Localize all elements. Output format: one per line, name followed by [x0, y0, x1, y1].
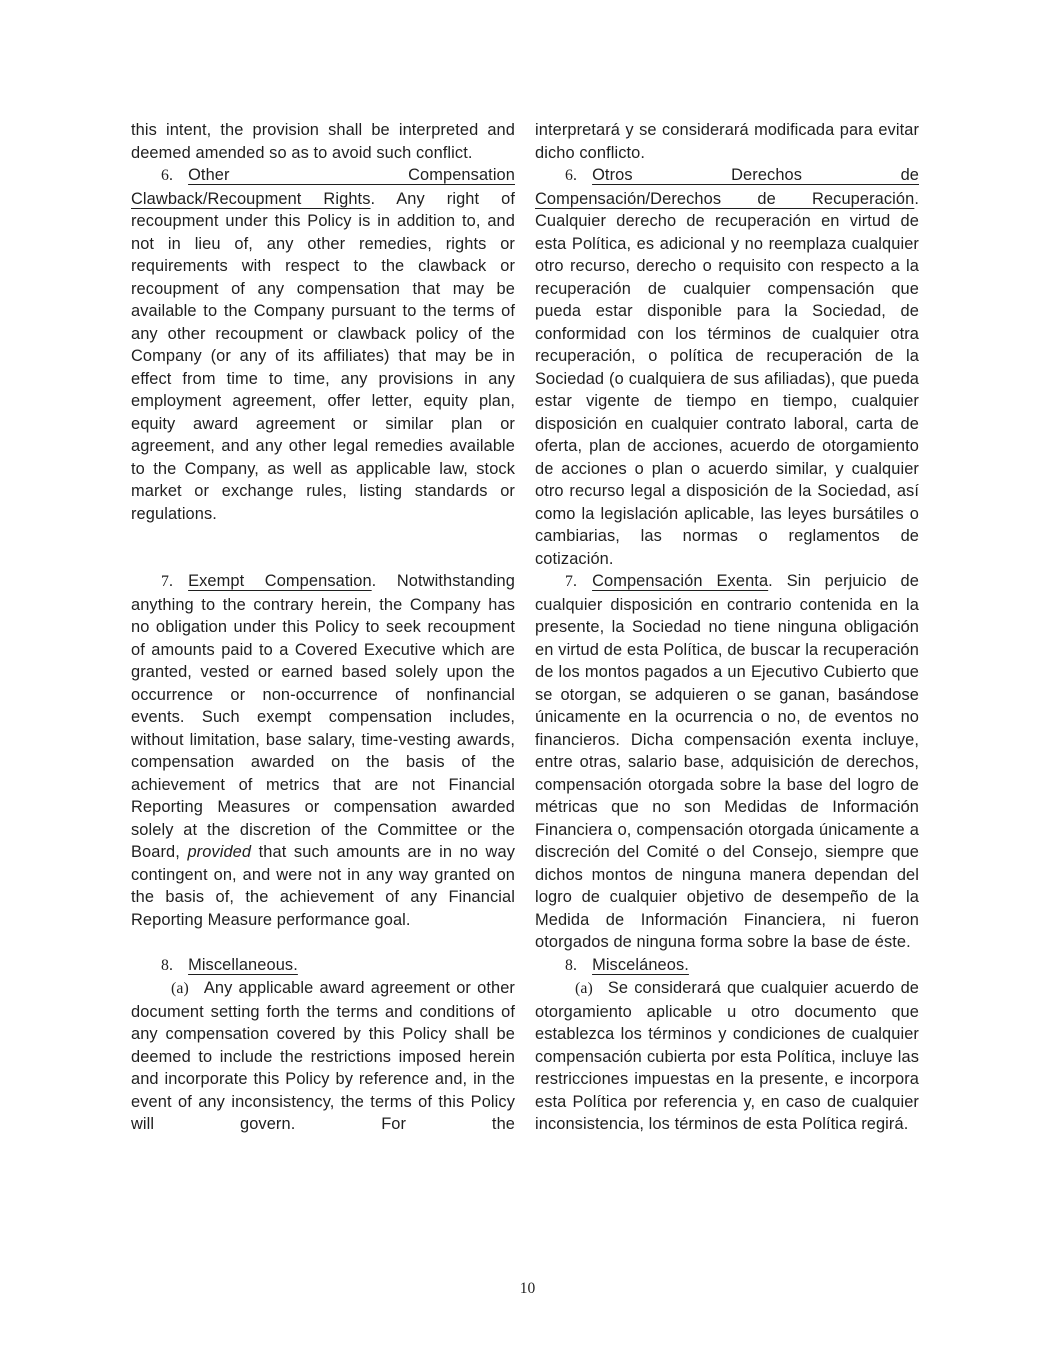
body-text: Any applicable award agreement or other document setting forth the terms and conditions of any compensation covered by this Policy shall be deemed to include the restrictions imposed herein and incorporate this Policy by reference and, in the event of any inconsistency, the terms of this Policy will govern. For the	[131, 979, 515, 1133]
page-number: 10	[519, 1280, 536, 1297]
section-8-en-miscellaneous	[131, 954, 515, 978]
list-number: 6.	[161, 167, 174, 184]
body-text: this intent, the provision shall be interpreted and deemed amended so as to avoid such conflict.	[131, 121, 515, 162]
section-6-en-other-compensation-rights	[131, 164, 515, 570]
paragraph-row-conflict-continuation	[131, 119, 919, 164]
underlined-heading: Miscellaneous.	[188, 955, 298, 974]
body-text: interpretará y se considerará modificada para evitar dicho conflicto.	[535, 121, 919, 162]
paragraph-en-conflict-continuation	[131, 119, 515, 164]
list-number: 7.	[565, 573, 578, 590]
body-text: . Any right of recoupment under this Policy is in addition to, and not in lieu of, any other remedies, rights or requirements with respect to the clawback or recoupment of any compensation that may be available to the Company pursuant to the terms of any other recoupment or clawback policy of the Company (or any of its affiliates) that may be in effect from time to time, any provisions in any employment agreement, offer letter, equity plan, equity award agreement or similar plan or agreement, and any other legal remedies available to the Company, as well as applicable law, stock market or exchange rules, listing standards or regulations.	[131, 189, 516, 523]
list-number: 8.	[161, 956, 174, 974]
body-text: . Sin perjuicio de cualquier disposición en contrario contenida en la presente, la Sociedad no tiene ninguna obligación en virtud de esta Política, de buscar la recuperación de los montos pagados a un Ejecutivo Cubierto que se otorgan, se adquieren o se ganan, basándose únicamente en la ocurrencia o no, de eventos no financieros. Dicha compensación exenta incluye, entre otras, salario base, adquisición de derechos, compensación otorgada sobre la base del logro de métricas que no son Medidas de Información Financiera o, compensación otorgada únicamente a discreción del Comité o del Consejo, siempre que dichos montos de ninguna manera dependan del logro de cualquier objetivo de desempeño de la Medida de Información Financiera, ni fueron otorgados de ninguna forma sobre la base de éste.	[535, 572, 919, 951]
body-text: . Cualquier derecho de recuperación en virtud de esta Política, es adicional y no reemplaza cualquier otro recurso, derecho o requisito con respecto a la recuperación de cualquier compensación que pueda estar disponible para la Sociedad, de conformidad con los términos de cualquier otra recuperación, o política de recuperación de la Sociedad (o cualquiera de sus afiliadas), que pueda estar vigente de tiempo en tiempo, cualquier disposición en cualquier contrato laboral, carta de oferta, plan de acciones, acuerdo de otorgamiento de acciones o plan o acuerdo similar, y cualquier otro recurso legal a disposición de la Sociedad, así como la legislación aplicable, las leyes bursátiles o cambiarias, las normas o reglamentos de cotización.	[535, 189, 919, 568]
section-7-es-compensacion-exenta	[535, 570, 919, 954]
body-text: . Notwithstanding anything to the contrary herein, the Company has no obligation under this Policy to seek recoupment of amounts paid to a Covered Executive which are granted, vested or earned based solely upon the occurrence or non-occurrence of nonfinancial events. Such exempt compensation includes, without limitation, base salary, time-vesting awards, compensation awarded on the basis of the achievement of metrics that are not Financial Reporting Measures or compensation awarded solely at the discretion of the Committee or the Board,	[131, 572, 515, 861]
section-8-es-miscelaneos	[535, 954, 919, 978]
subsection-a-es-acuerdo-otorgamiento	[535, 977, 919, 1136]
section-7-en-exempt-compensation	[131, 570, 515, 954]
body-text: Se considerará que cualquier acuerdo de otorgamiento aplicable u otro documento que establezca los términos y condiciones de cualquier compensación cubierta por esta Política, incluye las restricciones impuestas en la presente, e incorpora esta Política por referencia y, en caso de cualquier inconsistencia, los términos de esta Política regirá.	[535, 979, 919, 1133]
underlined-heading: Other Compensation Clawback/Recoupment Rights	[131, 166, 515, 208]
list-number: 8.	[565, 956, 578, 974]
list-number: (a)	[171, 980, 189, 997]
list-number: (a)	[575, 980, 593, 997]
underlined-heading: Exempt Compensation	[188, 572, 372, 590]
subsection-a-en-award-agreement	[131, 977, 515, 1136]
subsection-a-row-award-agreement	[131, 977, 919, 1136]
list-number: 7.	[161, 573, 174, 590]
document-body	[131, 119, 919, 1136]
section-6-es-otros-derechos	[535, 164, 919, 570]
section-6-row-other-compensation-rights	[131, 164, 919, 570]
body-text: that such amounts are in no way contingent on, and were not in any way granted on the basis of, the achievement of any Financial Reporting Measure performance goal.	[131, 843, 516, 929]
underlined-heading: Compensación Exenta	[592, 572, 769, 590]
underlined-heading: Misceláneos.	[592, 955, 689, 974]
paragraph-es-conflict-continuation	[535, 119, 919, 164]
underlined-heading: Otros Derechos de Compensación/Derechos de Recuperación	[535, 166, 919, 208]
section-7-row-exempt-compensation	[131, 570, 919, 954]
section-8-row-miscellaneous	[131, 954, 919, 978]
list-number: 6.	[565, 167, 578, 184]
italic-text: provided	[187, 843, 252, 861]
